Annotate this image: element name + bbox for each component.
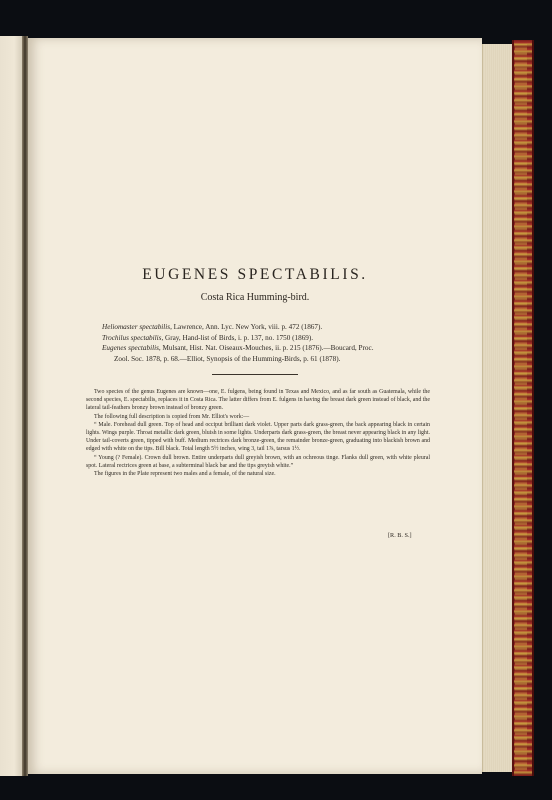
section-divider	[212, 374, 298, 375]
synonymy-block	[102, 322, 432, 364]
paragraph: The figures in the Plate represent two males and a female, of the natural size.	[94, 471, 276, 478]
synonymy-line: Trochilus spectabilis, Gray, Hand-list of Birds, i. p. 137, no. 1750 (1869).	[102, 333, 314, 342]
paragraph: “ Young (? Female). Crown dull brown. Entire underparts dull greyish brown, with an ochreous tinge. Flanks dull green, with white pleural spot. Lateral rectrices green at base, a subterminal black bar and the tips greyish white.”	[86, 454, 430, 469]
synonymy-line: Zool. Soc. 1878, p. 68.—Elliot, Synopsis of the Humming-Birds, p. 61 (1878).	[114, 354, 341, 363]
paragraph: The following full description is copied from Mr. Elliot's work:—	[94, 413, 250, 420]
author-initials: [R. B. S.]	[388, 532, 412, 539]
paragraph: “ Male. Forehead dull green. Top of head and occiput brilliant dark violet. Upper parts dark grass-green, the back appearing black in certain lights. Wings purple. Throat metallic dark green, bluish in some lights. Underparts dark grass-green, the breast never appearing black in any light. Under tail-coverts green, tipped with buff. Medium rectrices dark bronze-green, the remainder bronze-green, graduating into blackish brown and edged with white on the tips. Bill black. Total length 5½ inches, wing 3, tail 1⅞, tarsus 1½.	[86, 421, 430, 453]
book-page	[28, 38, 482, 774]
page-content	[28, 38, 482, 774]
gilt-edge-decoration	[515, 44, 527, 772]
page-fore-edge	[482, 44, 513, 772]
paragraph: Two species of the genus Eugenes are known—one, E. fulgens, being found in Texas and Mexico, and as far south as Guatemala, while the second species, E. spectabilis, replaces it in Costa Rica. The latter differs from E. fulgens in having the breast dark green instead of black, and the lateral tail-feathers bronzy brown instead of bronzy green.	[86, 389, 430, 412]
synonymy-line: Heliomaster spectabilis, Lawrence, Ann. Lyc. New York, viii. p. 472 (1867).	[102, 323, 323, 331]
left-page-edge	[0, 36, 24, 776]
synonymy-line: Eugenes spectabilis, Mulsant, Hist. Nat. Oiseaux-Mouches, ii. p. 215 (1876).—Boucard, Proc.	[102, 344, 374, 353]
body-text	[86, 388, 430, 478]
page-subtitle: Costa Rica Humming-bird.	[200, 292, 310, 303]
page-title: EUGENES SPECTABILIS.	[142, 266, 368, 283]
